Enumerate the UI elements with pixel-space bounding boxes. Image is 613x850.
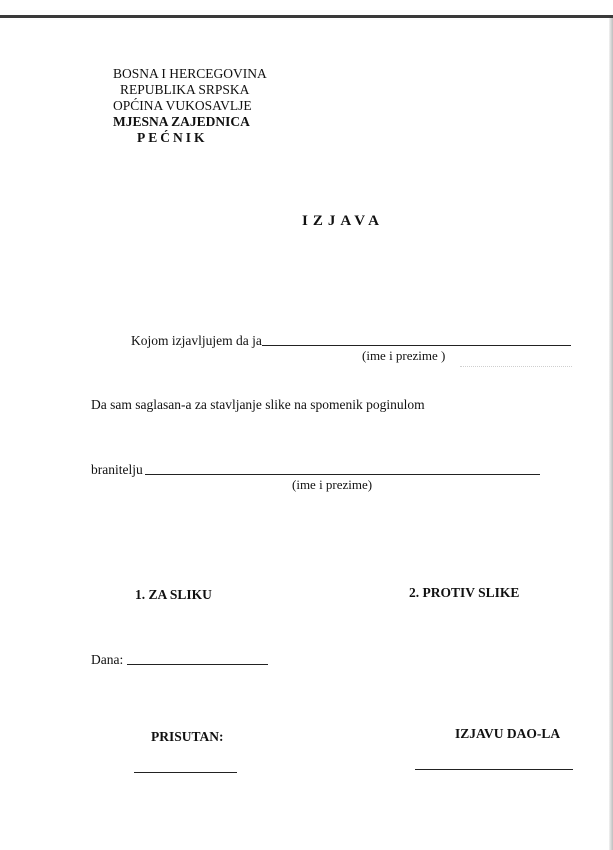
name-caption-1: (ime i prezime ) [362,348,446,363]
present-signature-line[interactable] [134,772,237,773]
scan-top-border [0,0,613,18]
defender-label: branitelju [91,462,143,477]
faint-trace-line [460,366,572,367]
name-fill-line[interactable] [262,345,571,346]
name-caption-2: (ime i prezime) [292,477,373,492]
defender-fill-line[interactable] [145,474,540,475]
letterhead-municipality: OPĆINA VUKOSAVLJE [113,98,252,113]
letterhead [113,66,267,146]
date-fill-line[interactable] [127,664,268,665]
document-title: IZJAVA [302,213,384,229]
letterhead-village: PEĆNIK [137,130,208,145]
present-label: PRISUTAN: [151,729,224,744]
option-against-photo: 2. PROTIV SLIKE [409,585,520,600]
scan-right-edge [609,18,613,850]
declarant-signature-line[interactable] [415,769,573,770]
declarant-label: IZJAVU DAO-LA [455,726,561,741]
date-label: Dana: [91,652,124,667]
letterhead-community: MJESNA ZAJEDNICA [113,114,250,129]
statement-prefix: Kojom izjavljujem da ja [131,333,262,348]
option-for-photo: 1. ZA SLIKU [135,587,212,602]
consent-text: Da sam saglasan-a za stavljanje slike na spomenik poginulom [91,397,425,412]
letterhead-republic: REPUBLIKA SRPSKA [120,82,250,97]
letterhead-country: BOSNA I HERCEGOVINA [113,66,267,81]
